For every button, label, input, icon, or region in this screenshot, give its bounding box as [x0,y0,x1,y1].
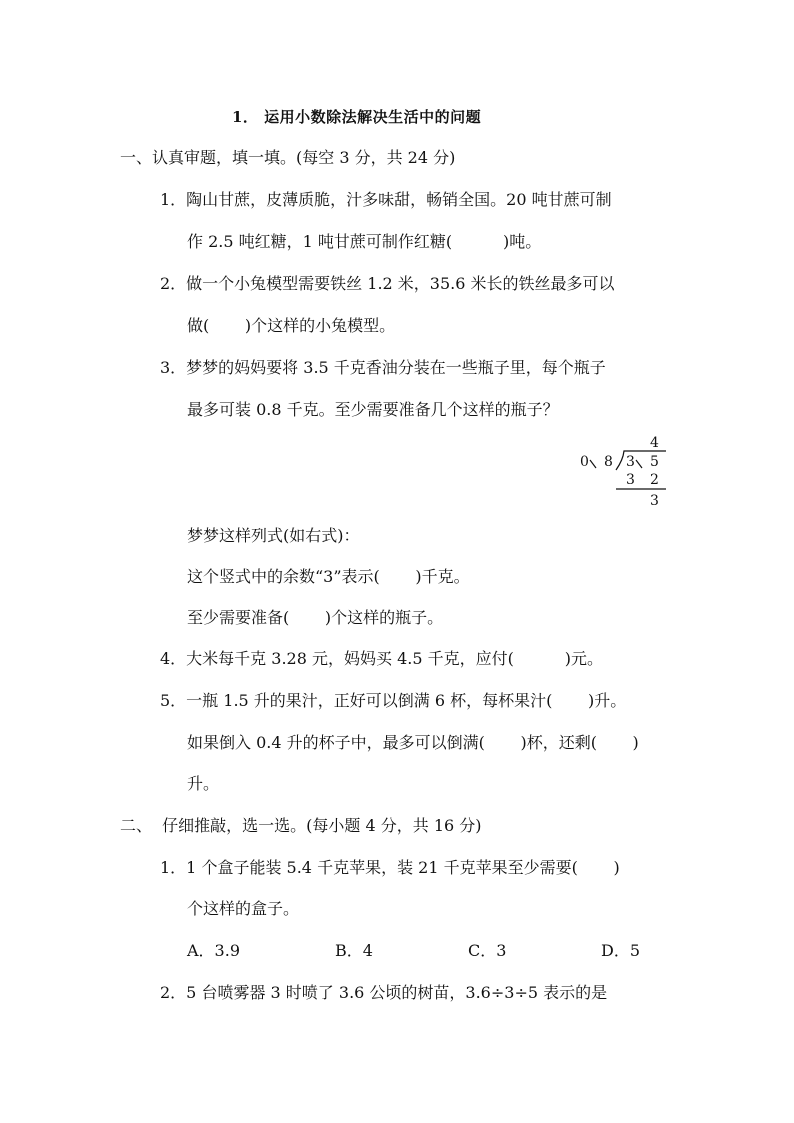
q1-5-line3: 升。 [187,774,220,793]
q1-2-line1: 2．做一个小兔模型需要铁丝 1.2 米，35.6 米长的铁丝最多可以 [160,274,615,293]
option-d[interactable]: D．5 [601,941,641,960]
ld-product-right: 2 [650,472,659,488]
q1-3-line2: 最多可装 0.8 千克。至少需要准备几个这样的瓶子？ [187,400,559,419]
q1-3-line1: 3．梦梦的妈妈要将 3.5 千克香油分装在一些瓶子里，每个瓶子 [160,358,606,377]
q1-3-line3: 梦梦这样列式(如右式)： [187,526,360,545]
option-b[interactable]: B．4 [335,941,373,960]
q1-3-line4: 这个竖式中的余数“3”表示( )千克。 [187,567,470,586]
q1-5-line2: 如果倒入 0.4 升的杯子中，最多可以倒满( )杯，还剩( ) [187,733,639,752]
ld-divisor-point [590,460,596,468]
section-2-heading: 二、 仔细推敲，选一选。(每小题 4 分，共 16 分) [120,816,482,835]
ld-remainder: 3 [650,493,659,509]
long-division [576,430,676,514]
q2-2-line1: 2．5 台喷雾器 3 时喷了 3.6 公顷的树苗，3.6÷3÷5 表示的是 [160,983,608,1002]
ld-divisor-left: 0 [580,454,589,470]
q1-1-line2: 作 2.5 吨红糖，1 吨甘蔗可制作红糖( )吨。 [187,232,542,251]
ld-quotient: 4 [650,435,659,451]
ld-dividend-left: 3 [626,454,635,470]
q1-3-line5: 至少需要准备( )个这样的瓶子。 [187,608,444,627]
option-a[interactable]: A．3.9 [187,941,241,960]
page-title: 1． 运用小数除法解决生活中的问题 [232,108,482,126]
q2-1-line2: 个这样的盒子。 [187,899,300,918]
ld-divisor-right: 8 [604,454,613,470]
q1-2-line2: 做( )个这样的小兔模型。 [187,316,396,335]
ld-dividend-point [636,460,642,468]
ld-dividend-right: 5 [650,454,659,470]
ld-product-left: 3 [626,472,635,488]
q1-5-line1: 5．一瓶 1.5 升的果汁，正好可以倒满 6 杯，每杯果汁( )升。 [160,691,627,710]
option-c[interactable]: C．3 [468,941,507,960]
q1-4-line1: 4．大米每千克 3.28 元，妈妈买 4.5 千克，应付( )元。 [160,649,603,668]
q1-1-line1: 1．陶山甘蔗，皮薄质脆，汁多味甜，畅销全国。20 吨甘蔗可制 [160,190,612,209]
q2-1-line1: 1．1 个盒子能装 5.4 千克苹果，装 21 千克苹果至少需要( ) [160,858,620,877]
section-1-heading: 一、认真审题，填一填。(每空 3 分，共 24 分) [120,148,456,167]
